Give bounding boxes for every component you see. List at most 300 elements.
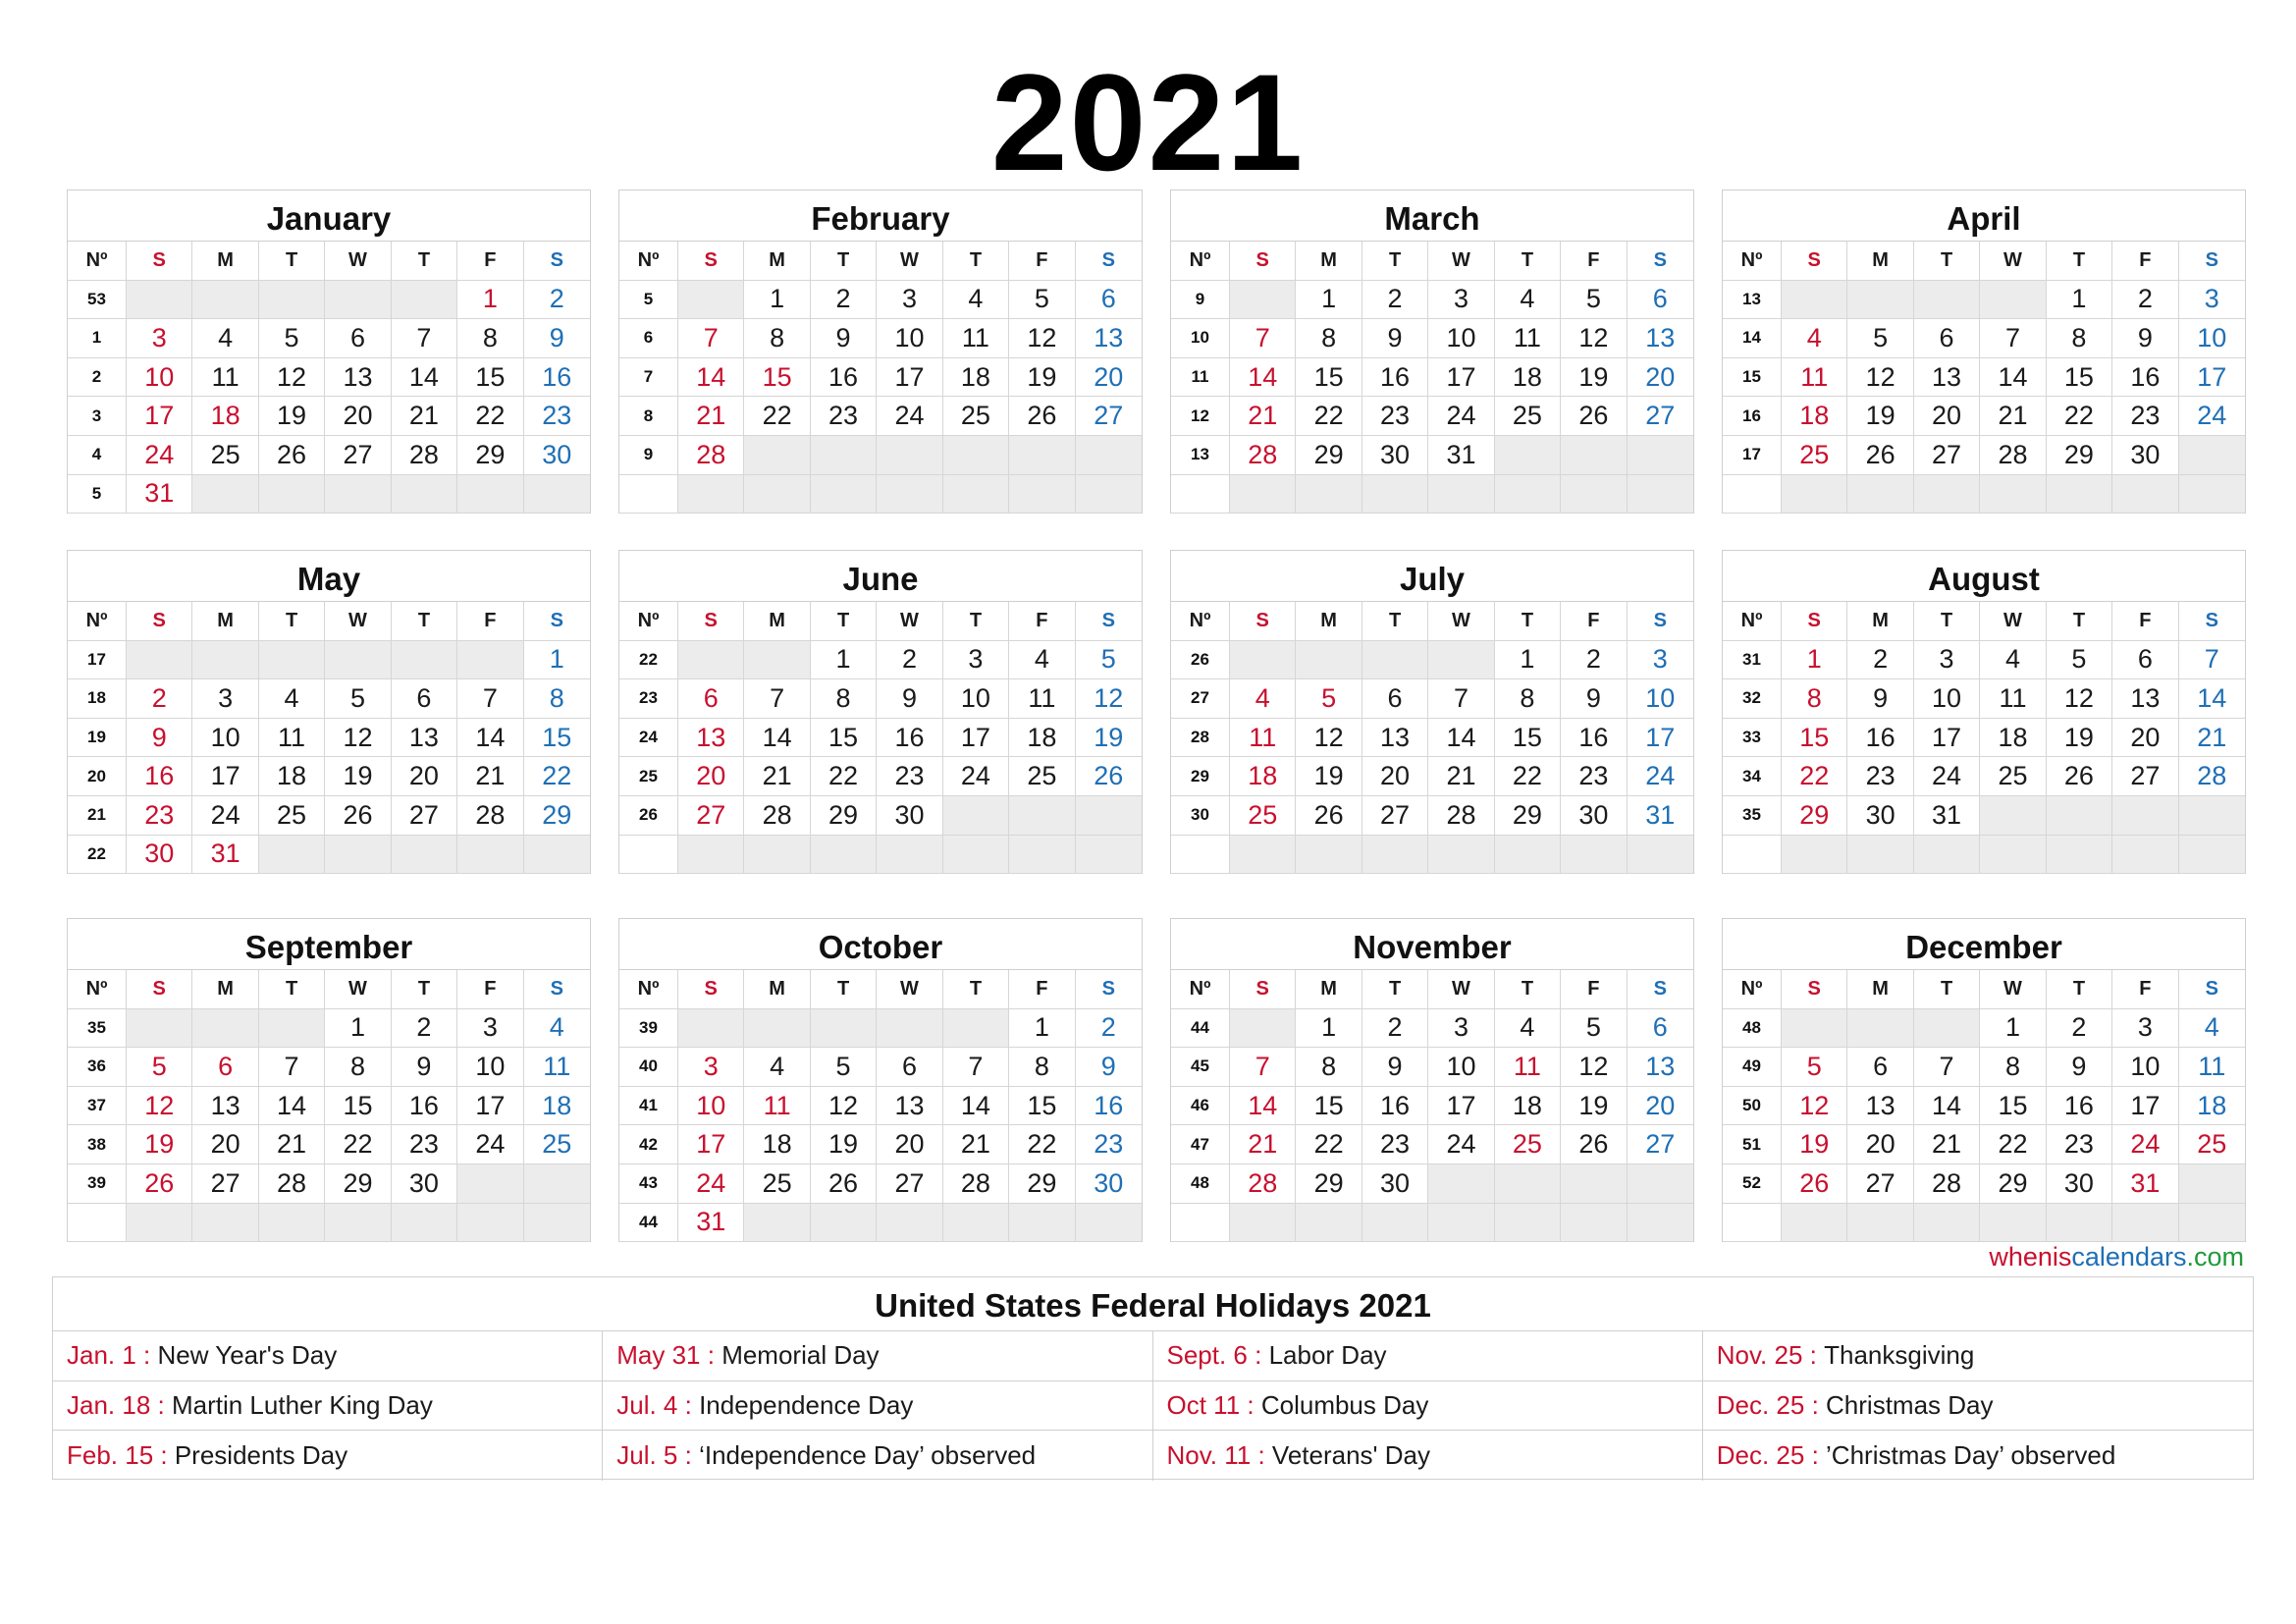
- day-cell: 25: [1782, 436, 1847, 475]
- holiday-name: ’Christmas Day’ observed: [1826, 1439, 2116, 1470]
- day-cell: 23: [877, 757, 942, 796]
- day-cell: 7: [457, 679, 523, 719]
- weekday-header: T: [1362, 242, 1428, 281]
- day-cell: 4: [1495, 281, 1561, 320]
- day-cell: [877, 836, 942, 875]
- day-cell: [1980, 1204, 2046, 1243]
- day-cell: 24: [678, 1164, 744, 1204]
- holiday-entry: [603, 1331, 1152, 1381]
- day-cell: 24: [877, 397, 942, 436]
- day-cell: [2047, 836, 2112, 875]
- week-number: 37: [68, 1087, 127, 1126]
- week-number: [1723, 836, 1782, 875]
- day-cell: 9: [1561, 679, 1627, 719]
- day-grid: [68, 242, 590, 514]
- day-cell: [259, 281, 325, 320]
- day-cell: 26: [2047, 757, 2112, 796]
- day-cell: 17: [1628, 719, 1693, 758]
- month-march: [1170, 189, 1694, 514]
- holiday-entry: [53, 1331, 603, 1381]
- day-cell: 18: [259, 757, 325, 796]
- day-cell: [1362, 641, 1428, 680]
- week-number-header: Nº: [1171, 602, 1230, 641]
- weekday-header: S: [2179, 970, 2245, 1009]
- day-cell: [1009, 796, 1075, 836]
- day-cell: 17: [1914, 719, 1980, 758]
- weekday-header: M: [192, 970, 258, 1009]
- week-number: 19: [68, 719, 127, 758]
- day-cell: 30: [2112, 436, 2178, 475]
- day-cell: 22: [2047, 397, 2112, 436]
- day-cell: 31: [1428, 436, 1494, 475]
- day-cell: 19: [811, 1125, 877, 1164]
- day-cell: [259, 641, 325, 680]
- day-cell: 2: [1362, 281, 1428, 320]
- day-cell: 30: [1076, 1164, 1142, 1204]
- day-cell: [1782, 475, 1847, 514]
- day-cell: [457, 475, 523, 514]
- day-cell: 4: [2179, 1009, 2245, 1049]
- day-cell: [877, 1204, 942, 1243]
- weekday-header: T: [259, 242, 325, 281]
- day-cell: 26: [1561, 1125, 1627, 1164]
- day-cell: 26: [127, 1164, 192, 1204]
- day-cell: 11: [192, 358, 258, 398]
- holiday-date: May 31: [616, 1340, 701, 1371]
- day-cell: [127, 281, 192, 320]
- holiday-entry: [603, 1381, 1152, 1432]
- day-cell: 13: [1914, 358, 1980, 398]
- day-cell: 27: [678, 796, 744, 836]
- day-cell: 21: [1914, 1125, 1980, 1164]
- day-cell: 22: [1495, 757, 1561, 796]
- day-cell: [259, 475, 325, 514]
- week-number: 15: [1723, 358, 1782, 398]
- holiday-date: Nov. 11: [1166, 1439, 1252, 1470]
- day-cell: 8: [1296, 319, 1362, 358]
- week-number: 4: [68, 436, 127, 475]
- day-cell: [1296, 836, 1362, 875]
- weekday-header: S: [1076, 242, 1142, 281]
- day-cell: 8: [1980, 1048, 2046, 1087]
- day-cell: 6: [1914, 319, 1980, 358]
- day-cell: [744, 436, 810, 475]
- day-cell: 17: [192, 757, 258, 796]
- day-cell: 30: [1362, 436, 1428, 475]
- day-grid: [1171, 242, 1693, 514]
- weekday-header: S: [1782, 242, 1847, 281]
- day-cell: [1782, 836, 1847, 875]
- day-cell: 9: [1362, 1048, 1428, 1087]
- day-cell: 8: [1009, 1048, 1075, 1087]
- holiday-date: Jan. 18: [67, 1389, 151, 1420]
- day-cell: [1009, 836, 1075, 875]
- day-cell: 10: [943, 679, 1009, 719]
- day-cell: [811, 436, 877, 475]
- day-cell: 19: [1847, 397, 1913, 436]
- day-cell: 24: [1628, 757, 1693, 796]
- day-cell: 28: [1980, 436, 2046, 475]
- day-cell: 21: [678, 397, 744, 436]
- day-cell: 29: [1782, 796, 1847, 836]
- day-cell: 18: [1009, 719, 1075, 758]
- day-cell: 9: [392, 1048, 457, 1087]
- day-cell: 28: [1230, 1164, 1296, 1204]
- day-cell: 18: [1230, 757, 1296, 796]
- day-cell: 6: [1847, 1048, 1913, 1087]
- day-grid: [1723, 602, 2245, 874]
- day-cell: 17: [1428, 358, 1494, 398]
- day-cell: 26: [811, 1164, 877, 1204]
- day-cell: 15: [1296, 358, 1362, 398]
- day-cell: 23: [1076, 1125, 1142, 1164]
- day-cell: 23: [2047, 1125, 2112, 1164]
- weekday-header: S: [1230, 242, 1296, 281]
- day-cell: [392, 1204, 457, 1243]
- weekday-header: T: [943, 602, 1009, 641]
- week-number: 2: [68, 358, 127, 398]
- day-cell: 1: [1296, 281, 1362, 320]
- day-grid: [619, 242, 1142, 514]
- day-cell: [127, 641, 192, 680]
- day-cell: [1847, 281, 1913, 320]
- day-cell: [1495, 436, 1561, 475]
- day-cell: [1847, 475, 1913, 514]
- day-cell: [1561, 1164, 1627, 1204]
- holiday-date: Dec. 25: [1716, 1439, 1805, 1470]
- week-number: 17: [68, 641, 127, 680]
- day-cell: 27: [1628, 397, 1693, 436]
- day-cell: 9: [811, 319, 877, 358]
- day-cell: [1628, 436, 1693, 475]
- month-name: January: [68, 190, 590, 242]
- day-cell: [325, 836, 391, 875]
- holiday-entry: [1153, 1331, 1703, 1381]
- day-cell: [1076, 796, 1142, 836]
- day-cell: [1230, 475, 1296, 514]
- holiday-separator: :: [1804, 1389, 1827, 1420]
- day-cell: [877, 475, 942, 514]
- day-cell: 2: [877, 641, 942, 680]
- day-cell: 3: [457, 1009, 523, 1049]
- holidays-title: United States Federal Holidays 2021: [53, 1277, 2253, 1331]
- day-cell: 31: [1628, 796, 1693, 836]
- weekday-header: T: [1495, 602, 1561, 641]
- day-cell: 20: [1362, 757, 1428, 796]
- day-cell: [259, 836, 325, 875]
- day-cell: 27: [2112, 757, 2178, 796]
- weekday-header: T: [2047, 602, 2112, 641]
- day-cell: 6: [1362, 679, 1428, 719]
- day-cell: 24: [1428, 1125, 1494, 1164]
- holiday-entry: [1703, 1331, 2253, 1381]
- day-cell: 30: [2047, 1164, 2112, 1204]
- weekday-header: M: [1847, 242, 1913, 281]
- day-cell: [524, 475, 590, 514]
- weekday-header: W: [1428, 602, 1494, 641]
- weekday-header: S: [127, 970, 192, 1009]
- day-cell: [744, 1204, 810, 1243]
- day-cell: 18: [943, 358, 1009, 398]
- day-cell: 14: [2179, 679, 2245, 719]
- day-cell: [1980, 475, 2046, 514]
- day-cell: 9: [877, 679, 942, 719]
- day-cell: 28: [1230, 436, 1296, 475]
- day-cell: 26: [325, 796, 391, 836]
- day-cell: 13: [392, 719, 457, 758]
- day-cell: 1: [1296, 1009, 1362, 1049]
- weekday-header: T: [811, 602, 877, 641]
- day-cell: [1980, 836, 2046, 875]
- week-number: 22: [619, 641, 678, 680]
- weekday-header: M: [192, 242, 258, 281]
- day-cell: 22: [457, 397, 523, 436]
- week-number: [1171, 475, 1230, 514]
- day-cell: 3: [1428, 281, 1494, 320]
- weekday-header: T: [1495, 242, 1561, 281]
- day-cell: [1561, 436, 1627, 475]
- day-cell: 12: [1561, 1048, 1627, 1087]
- week-number: 35: [68, 1009, 127, 1049]
- day-cell: 25: [1230, 796, 1296, 836]
- day-cell: 26: [1076, 757, 1142, 796]
- week-number-header: Nº: [68, 242, 127, 281]
- day-cell: [457, 836, 523, 875]
- day-cell: [1782, 1009, 1847, 1049]
- week-number-header: Nº: [68, 970, 127, 1009]
- day-cell: 2: [811, 281, 877, 320]
- day-cell: 28: [744, 796, 810, 836]
- day-cell: 29: [1296, 1164, 1362, 1204]
- month-august: [1722, 550, 2246, 874]
- day-cell: 17: [2179, 358, 2245, 398]
- day-cell: 11: [259, 719, 325, 758]
- day-cell: [1230, 1009, 1296, 1049]
- week-number: 6: [619, 319, 678, 358]
- site-credit[interactable]: wheniscalendars.com: [1989, 1242, 2244, 1272]
- holiday-separator: :: [1247, 1340, 1269, 1371]
- week-number: 48: [1171, 1164, 1230, 1204]
- week-number: 49: [1723, 1048, 1782, 1087]
- day-cell: 6: [392, 679, 457, 719]
- week-number: 28: [1171, 719, 1230, 758]
- day-grid: [1723, 242, 2245, 514]
- week-number: 8: [619, 397, 678, 436]
- day-cell: 27: [877, 1164, 942, 1204]
- day-cell: [192, 1009, 258, 1049]
- holiday-name: Veterans' Day: [1271, 1439, 1430, 1470]
- day-cell: 12: [1296, 719, 1362, 758]
- weekday-header: T: [943, 242, 1009, 281]
- weekday-header: T: [811, 242, 877, 281]
- week-number: 7: [619, 358, 678, 398]
- week-number-header: Nº: [619, 242, 678, 281]
- day-cell: 7: [1914, 1048, 1980, 1087]
- day-cell: 15: [1782, 719, 1847, 758]
- day-cell: [392, 475, 457, 514]
- day-cell: 15: [744, 358, 810, 398]
- day-cell: 23: [1847, 757, 1913, 796]
- weekday-header: M: [744, 242, 810, 281]
- day-cell: [1847, 1204, 1913, 1243]
- day-cell: 10: [1428, 319, 1494, 358]
- weekday-header: W: [325, 970, 391, 1009]
- day-cell: [2112, 796, 2178, 836]
- day-cell: [192, 281, 258, 320]
- day-cell: 4: [1782, 319, 1847, 358]
- week-number: 44: [619, 1204, 678, 1243]
- week-number: 26: [619, 796, 678, 836]
- day-cell: [1362, 836, 1428, 875]
- day-cell: 11: [744, 1087, 810, 1126]
- day-cell: 28: [1914, 1164, 1980, 1204]
- week-number: 11: [1171, 358, 1230, 398]
- holiday-separator: :: [1804, 1439, 1827, 1470]
- holiday-name: ‘Independence Day’ observed: [699, 1439, 1037, 1470]
- day-cell: 5: [1561, 281, 1627, 320]
- holiday-separator: :: [677, 1389, 700, 1420]
- week-number: 32: [1723, 679, 1782, 719]
- day-cell: 19: [1561, 358, 1627, 398]
- week-number: 36: [68, 1048, 127, 1087]
- day-cell: 21: [744, 757, 810, 796]
- day-cell: [1076, 1204, 1142, 1243]
- day-cell: 7: [1980, 319, 2046, 358]
- weekday-header: T: [392, 602, 457, 641]
- day-cell: 29: [524, 796, 590, 836]
- day-cell: 4: [1495, 1009, 1561, 1049]
- week-number: [619, 475, 678, 514]
- day-cell: [392, 281, 457, 320]
- day-cell: 2: [1847, 641, 1913, 680]
- weekday-header: M: [1847, 602, 1913, 641]
- day-cell: 16: [811, 358, 877, 398]
- weekday-header: T: [943, 970, 1009, 1009]
- week-number: 27: [1171, 679, 1230, 719]
- day-cell: [744, 1009, 810, 1049]
- day-cell: [1009, 475, 1075, 514]
- day-cell: 2: [1076, 1009, 1142, 1049]
- month-december: [1722, 918, 2246, 1242]
- week-number: 35: [1723, 796, 1782, 836]
- day-cell: 22: [325, 1125, 391, 1164]
- weekday-header: F: [1561, 970, 1627, 1009]
- day-cell: [2179, 1164, 2245, 1204]
- week-number: 16: [1723, 397, 1782, 436]
- day-cell: 8: [1782, 679, 1847, 719]
- day-cell: 26: [1782, 1164, 1847, 1204]
- day-cell: 19: [259, 397, 325, 436]
- weekday-header: S: [1628, 602, 1693, 641]
- day-cell: 27: [1914, 436, 1980, 475]
- day-cell: [2179, 836, 2245, 875]
- day-cell: 12: [1076, 679, 1142, 719]
- day-cell: 2: [127, 679, 192, 719]
- week-number: 38: [68, 1125, 127, 1164]
- weekday-header: S: [678, 242, 744, 281]
- day-cell: 29: [457, 436, 523, 475]
- month-name: March: [1171, 190, 1693, 242]
- day-cell: 14: [1428, 719, 1494, 758]
- day-cell: 13: [325, 358, 391, 398]
- day-cell: 23: [1362, 397, 1428, 436]
- day-grid: [619, 602, 1142, 874]
- week-number: 13: [1171, 436, 1230, 475]
- week-number: 31: [1723, 641, 1782, 680]
- day-cell: 27: [1362, 796, 1428, 836]
- week-number: 43: [619, 1164, 678, 1204]
- day-cell: 4: [192, 319, 258, 358]
- week-number: [1171, 836, 1230, 875]
- day-cell: 17: [2112, 1087, 2178, 1126]
- day-cell: [678, 475, 744, 514]
- holiday-date: Sept. 6: [1166, 1340, 1248, 1371]
- week-number: 29: [1171, 757, 1230, 796]
- weekday-header: S: [678, 602, 744, 641]
- day-cell: 1: [2047, 281, 2112, 320]
- day-cell: [1782, 1204, 1847, 1243]
- week-number-header: Nº: [1723, 970, 1782, 1009]
- week-number-header: Nº: [1723, 602, 1782, 641]
- week-number: 50: [1723, 1087, 1782, 1126]
- weekday-header: F: [457, 242, 523, 281]
- day-cell: 14: [678, 358, 744, 398]
- day-cell: 6: [1076, 281, 1142, 320]
- weekday-header: W: [1980, 970, 2046, 1009]
- weekday-header: S: [2179, 242, 2245, 281]
- weekday-header: F: [457, 602, 523, 641]
- day-cell: 2: [2112, 281, 2178, 320]
- day-cell: [2179, 1204, 2245, 1243]
- day-cell: [1561, 836, 1627, 875]
- day-cell: 22: [1296, 1125, 1362, 1164]
- weekday-header: T: [811, 970, 877, 1009]
- day-cell: 16: [1847, 719, 1913, 758]
- day-cell: 28: [678, 436, 744, 475]
- day-cell: 29: [1495, 796, 1561, 836]
- day-cell: 13: [1362, 719, 1428, 758]
- weekday-header: W: [1428, 970, 1494, 1009]
- weekday-header: S: [1782, 970, 1847, 1009]
- day-cell: [943, 1204, 1009, 1243]
- weekday-header: F: [2112, 970, 2178, 1009]
- day-cell: 22: [1009, 1125, 1075, 1164]
- day-cell: 14: [943, 1087, 1009, 1126]
- day-cell: 12: [1561, 319, 1627, 358]
- day-cell: [1076, 475, 1142, 514]
- day-cell: 2: [1362, 1009, 1428, 1049]
- weekday-header: S: [2179, 602, 2245, 641]
- weekday-header: W: [325, 602, 391, 641]
- day-cell: 21: [1980, 397, 2046, 436]
- week-number: 3: [68, 397, 127, 436]
- day-cell: 4: [259, 679, 325, 719]
- weekday-header: T: [259, 602, 325, 641]
- day-cell: [1076, 836, 1142, 875]
- day-cell: 3: [678, 1048, 744, 1087]
- day-cell: 8: [744, 319, 810, 358]
- day-cell: 22: [811, 757, 877, 796]
- day-cell: 19: [1009, 358, 1075, 398]
- week-number: 46: [1171, 1087, 1230, 1126]
- day-cell: 4: [1230, 679, 1296, 719]
- day-cell: 29: [1980, 1164, 2046, 1204]
- holiday-name: Martin Luther King Day: [171, 1389, 433, 1420]
- day-cell: 6: [1628, 281, 1693, 320]
- week-number: 5: [619, 281, 678, 320]
- day-cell: 29: [1296, 436, 1362, 475]
- day-cell: [678, 641, 744, 680]
